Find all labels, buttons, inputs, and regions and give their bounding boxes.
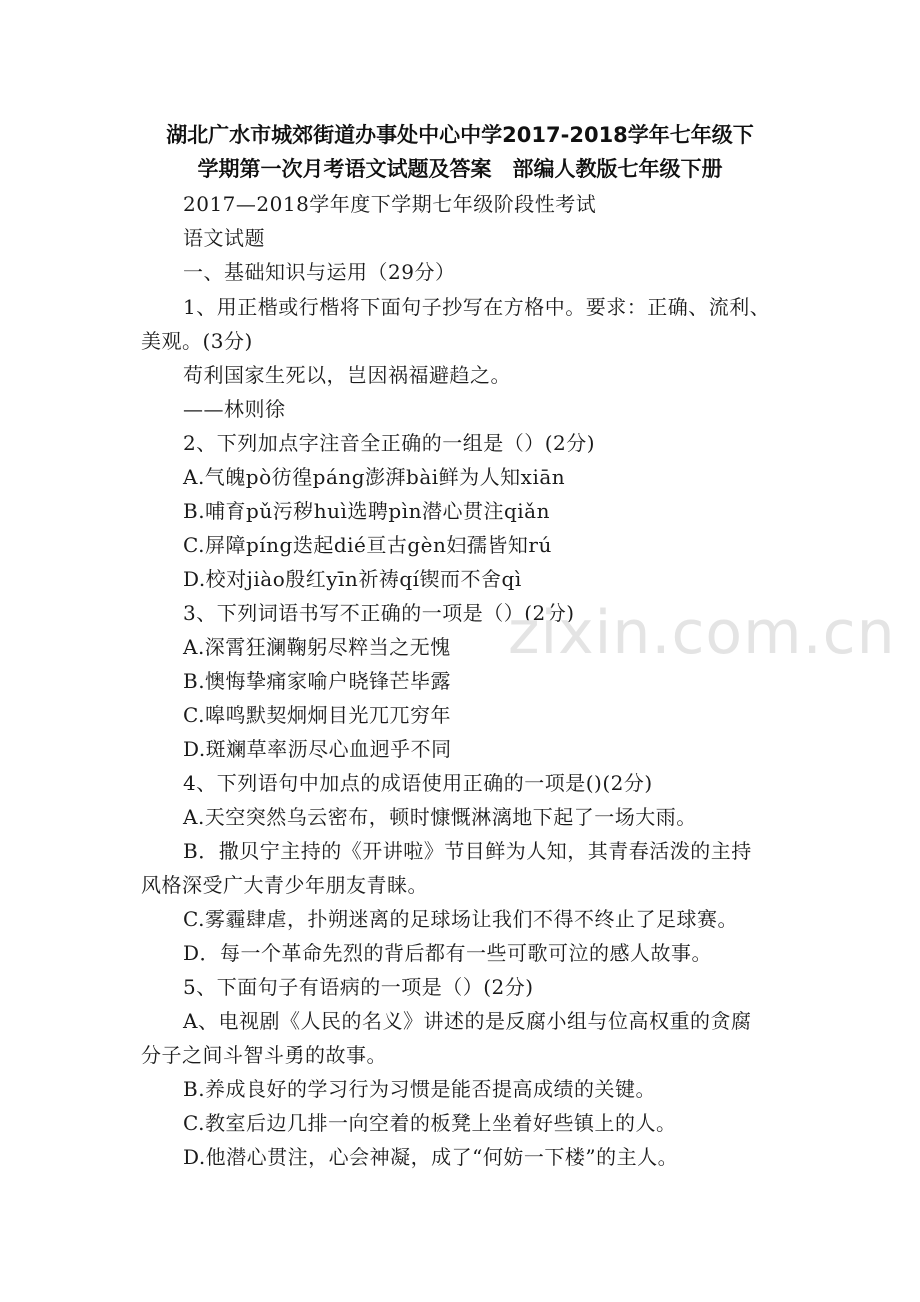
question-3-option-b: B.懊悔挚痛家喻户晓锋芒毕露 [183,669,452,693]
question-4-option-b: B．撒贝宁主持的《开讲啦》节目鲜为人知，其青春活泼的主持 [183,839,752,863]
question-1-author: ——林则徐 [183,397,286,421]
question-2-option-a: A.气魄pò彷徨páng澎湃bài鲜为人知xiān [183,465,566,489]
question-2-option-b: B.哺育pǔ污秽huì选聘pìn潜心贯注qiǎn [183,499,550,523]
question-1-quote: 苟利国家生死以，岂因祸福避趋之。 [183,363,511,387]
question-2-option-d: D.校对jiào殷红yīn祈祷qí锲而不舍qì [183,567,522,591]
section-heading: 一、基础知识与运用（29分） [183,260,456,284]
document-title-line-2: 学期第一次月考语文试题及答案 部编人教版七年级下册 [197,157,723,181]
question-3-option-c: C.嗥鸣默契炯炯目光兀兀穷年 [183,703,451,727]
question-1: 1、用正楷或行楷将下面句子抄写在方格中。要求：正确、流利、 [183,295,771,319]
question-5-option-a-continued: 分子之间斗智斗勇的故事。 [141,1043,387,1067]
question-5-option-d: D.他潜心贯注，心会神凝，成了“何妨一下楼”的主人。 [183,1145,679,1169]
question-2-option-c: C.屏障píng迭起dié亘古gèn妇孺皆知rú [183,533,552,557]
watermark: zixin.com.cn [508,598,896,668]
question-3: 3、下列词语书写不正确的一项是（）(2分) [183,601,575,625]
subject-heading: 语文试题 [183,226,265,250]
question-4: 4、下列语句中加点的成语使用正确的一项是()(2分) [183,771,653,795]
question-5: 5、下面句子有语病的一项是（）(2分) [183,975,534,999]
question-5-option-c: C.教室后边几排一向空着的板凳上坐着好些镇上的人。 [183,1111,677,1135]
exam-title: 2017—2018学年度下学期七年级阶段性考试 [183,192,597,216]
question-4-option-c: C.雾霾肆虐，扑朔迷离的足球场让我们不得不终止了足球赛。 [183,907,738,931]
question-4-option-b-continued: 风格深受广大青少年朋友青睐。 [141,873,428,897]
question-4-option-a: A.天空突然乌云密布，顿时慷慨淋漓地下起了一场大雨。 [183,805,697,829]
question-2: 2、下列加点字注音全正确的一组是（）(2分) [183,431,596,455]
question-5-option-b: B.养成良好的学习行为习惯是能否提高成绩的关键。 [183,1077,657,1101]
question-1-continued: 美观。(3分) [141,329,253,353]
document-title-line-1: 湖北广水市城郊街道办事处中心中学2017-2018学年七年级下 [166,123,754,147]
question-5-option-a: A、电视剧《人民的名义》讲述的是反腐小组与位高权重的贪腐 [183,1009,752,1033]
question-3-option-d: D.斑斓草率沥尽心血迥乎不同 [183,737,452,761]
question-3-option-a: A.深霄狂澜鞠躬尽粹当之无愧 [183,635,451,659]
question-4-option-d: D．每一个革命先烈的背后都有一些可歌可泣的感人故事。 [183,941,713,965]
